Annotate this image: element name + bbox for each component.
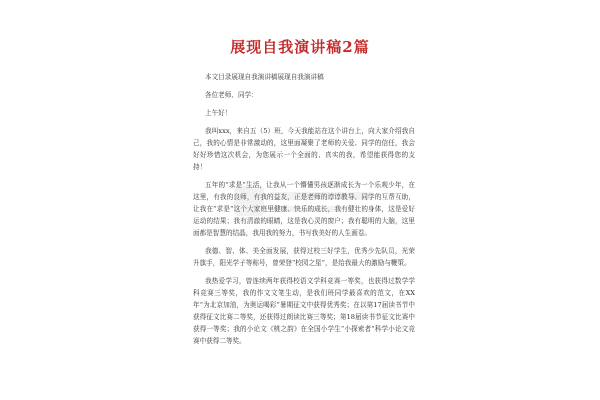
- salutation: 各位老师、同学：: [205, 91, 258, 99]
- greeting: 上午好！: [205, 109, 232, 117]
- paragraph: 五年的“求是”生活，让我从一个懵懂男孩逐渐成长为一个乐观少年，在这里，有我的良师，有我的益友，正是老师的谆谆教导、同学的互帮互助，让我在“求是”这个大家庭里健康、快乐的成长，我有健壮的身体，这是爱好运动的结果；我有清澈的眼睛，这是我心灵的窗户；我有聪明的大脑，这里面都是智慧的结晶，我用我的努力，书写我美好的人生画卷。: [193, 181, 415, 237]
- document-body: [193, 71, 415, 347]
- paragraph: 我叫xxx，来自五（5）班，今天我能站在这个讲台上，向大家介绍我自己，我的心情是非常激动的，这里面凝聚了老师的关爱、同学的信任，我会好好珍惜这次机会，为您展示一个全面的、真实的我，希望能获得您的支持！: [193, 127, 415, 171]
- document-intro: 本文目录展现自我演讲稿展现自我演讲稿: [205, 73, 324, 81]
- paragraph: 我热爱学习，曾连续两年获得校语文学科竞赛一等奖，也获得过数学学科竞赛三等奖，我的作文文笔生动，是我们班同学最喜欢的范文，在XX年“为北京加油，为奥运喝彩”暑期征文中获得优秀奖；在以第17届读书节中获得征文比赛二等奖，还获得过朗读比赛三等奖；第18届读书节征文比赛中获得一等奖；我的小论文《桃之韵》在全国小学生“小探索者”科学小论文竞赛中获得二等奖。: [193, 277, 415, 345]
- paragraph: 我德、智、体、美全面发展，获得过校三好学生，优秀少先队员，光荣升旗手，阳光学子等称号，曾荣登“校园之星”，是给我最大的激励与鞭策。: [193, 247, 415, 267]
- document-title: 展现自我演讲稿2篇: [230, 38, 370, 56]
